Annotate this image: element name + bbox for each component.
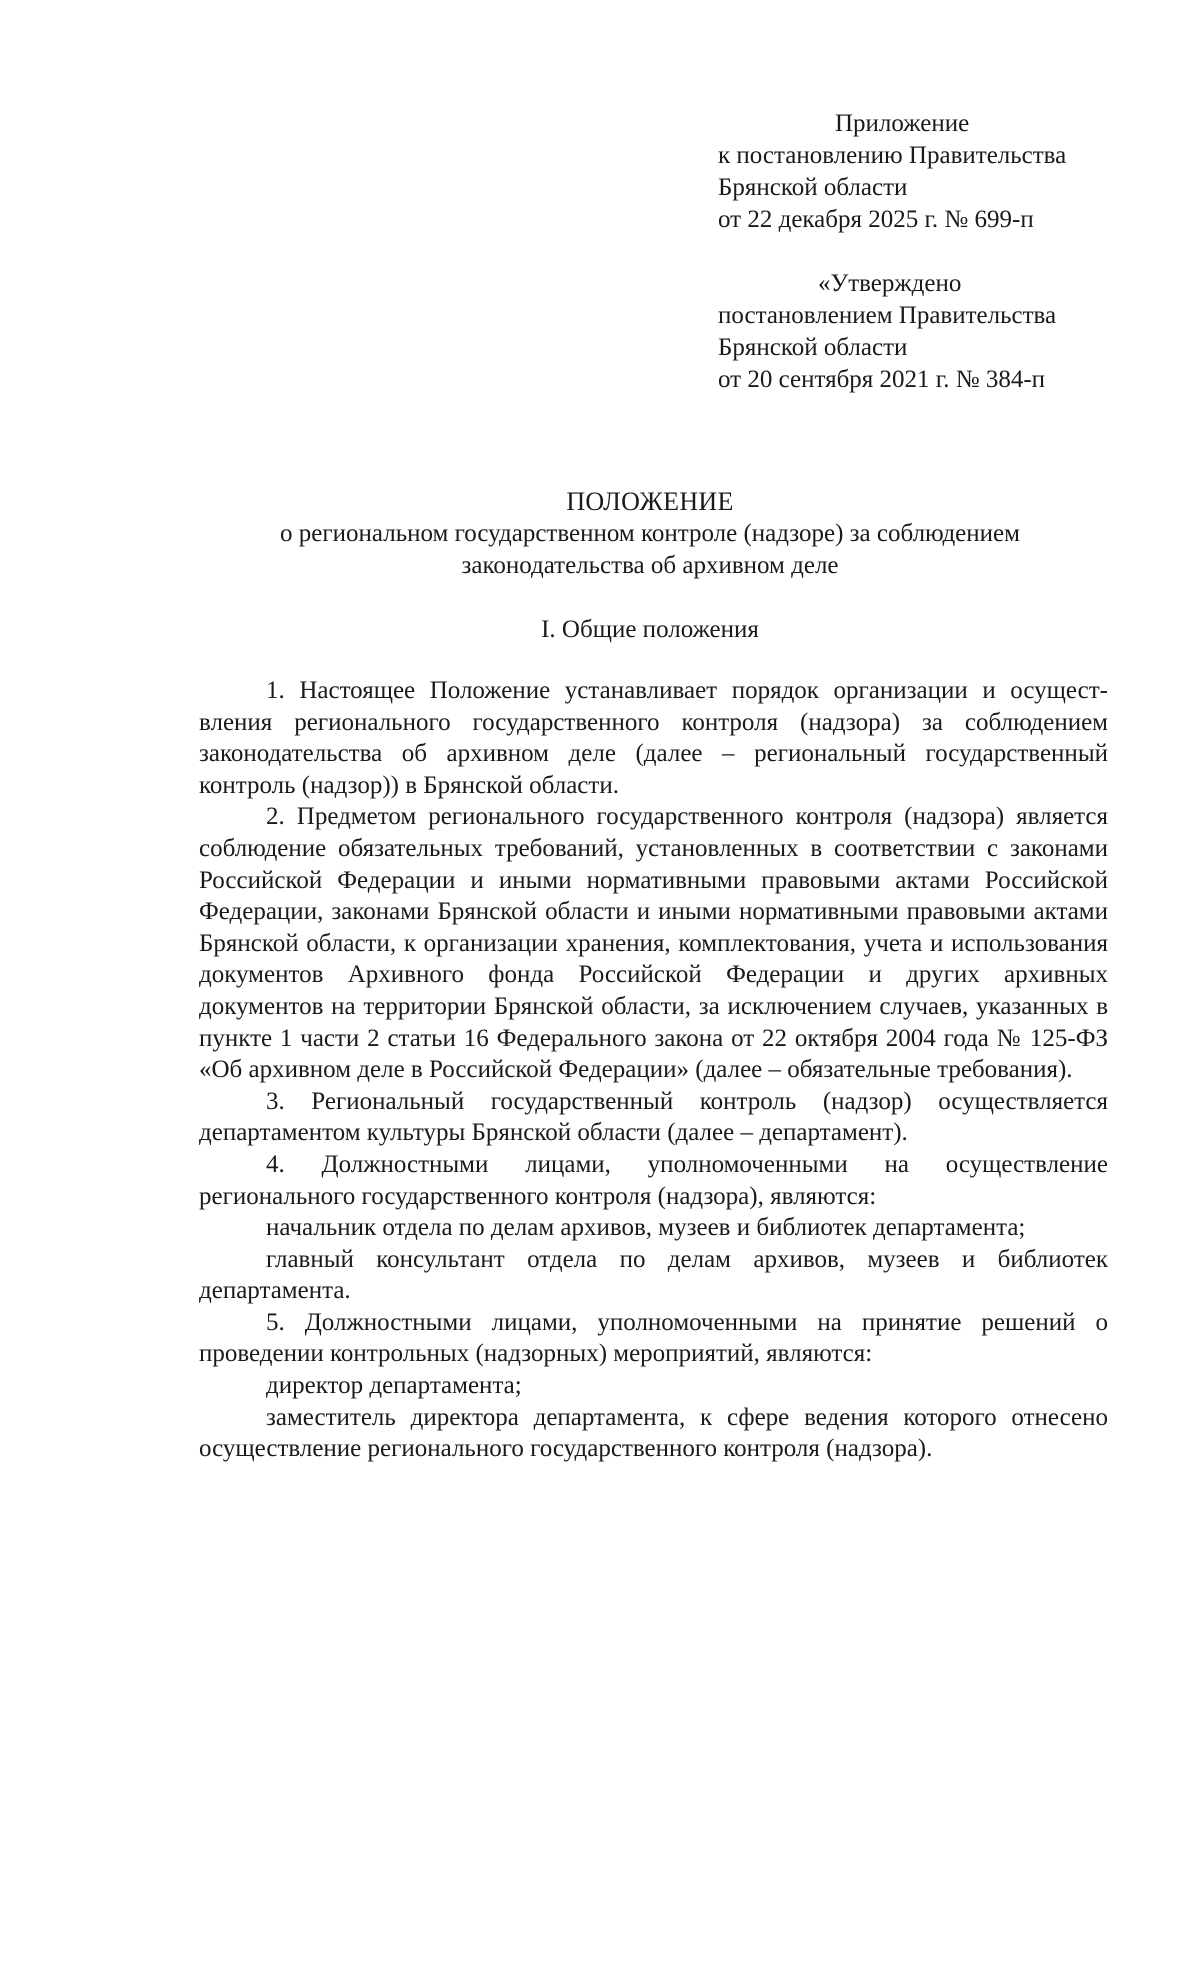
paragraph-1: 1. Настоящее Положение устанавливает порядок организации и осуществления регионального государственного контроля (надзора) за соблюдением законодательства об архивном деле (далее – региональный государственный контроль (надзор)) в Брянской области. xyxy=(199,677,1108,799)
approved-stamp-block xyxy=(718,268,1158,396)
document-title-block xyxy=(180,486,1120,582)
paragraph-4: 4. Должностными лицами, уполномоченными на осуществление регионального государственного контроля (надзора), являются: xyxy=(199,1150,1108,1210)
document-subtitle-line-2: законодательства об архивном деле xyxy=(461,552,839,579)
appendix-decree-line: к постановлению Правительства xyxy=(718,142,1067,169)
paragraph-5: 5. Должностными лицами, уполномоченными на принятие решений о проведении контрольных (надзорных) мероприятий, являются: xyxy=(199,1308,1108,1368)
paragraph-4-official-2: главный консультант отдела по делам архивов, музеев и библиотек департамента. xyxy=(199,1245,1108,1305)
approved-decree-line: постановлением Правительства xyxy=(718,302,1057,329)
approved-label: «Утверждено xyxy=(818,270,962,297)
section-heading: I. Общие положения xyxy=(541,616,759,643)
appendix-label: Приложение xyxy=(835,110,970,137)
paragraph-5-official-1: директор департамента; xyxy=(266,1372,522,1400)
appendix-date-number: от 22 декабря 2025 г. № 699-п xyxy=(718,206,1034,233)
document-body xyxy=(199,675,1108,1465)
document-subtitle-line-1: о региональном государственном контроле (надзоре) за соблюдением xyxy=(280,520,1020,547)
appendix-reference-block xyxy=(718,108,1158,236)
appendix-region-line: Брянской области xyxy=(718,174,908,201)
document-title: ПОЛОЖЕНИЕ xyxy=(566,487,734,516)
paragraph-5-official-2: заместитель директора департамента, к сфере ведения которого отнесено осуществление регионального государственного контроля (надзора). xyxy=(199,1403,1108,1463)
approved-region-line: Брянской области xyxy=(718,334,908,361)
paragraph-3: 3. Региональный государственный контроль (надзор) осуществляется департаментом культуры Брянской области (далее – департамент). xyxy=(199,1087,1108,1147)
approved-date-number: от 20 сентября 2021 г. № 384-п xyxy=(718,366,1046,393)
paragraph-4-official-1: начальник отдела по делам архивов, музеев и библиотек департамента; xyxy=(266,1214,1026,1242)
paragraph-2: 2. Предметом регионального государственного контроля (надзора) является соблюдение обязательных требований, установленных в соответствии с законами Российской Федерации и иными нормативными правовыми актами Российской Федерации, законами Брянской области и иными нормативными правовыми актами Брянской области, к организации хранения, комплектования, учета и использования документов Архивного фонда Российской Федерации и других архивных документов на территории Брянской области, за исключением случаев, указанных в пункте 1 части 2 статьи 16 Федерального закона от 22 октября 2004 года № 125-ФЗ «Об архивном деле в Российской Федерации» (далее – обязательные требования). xyxy=(199,803,1108,1084)
